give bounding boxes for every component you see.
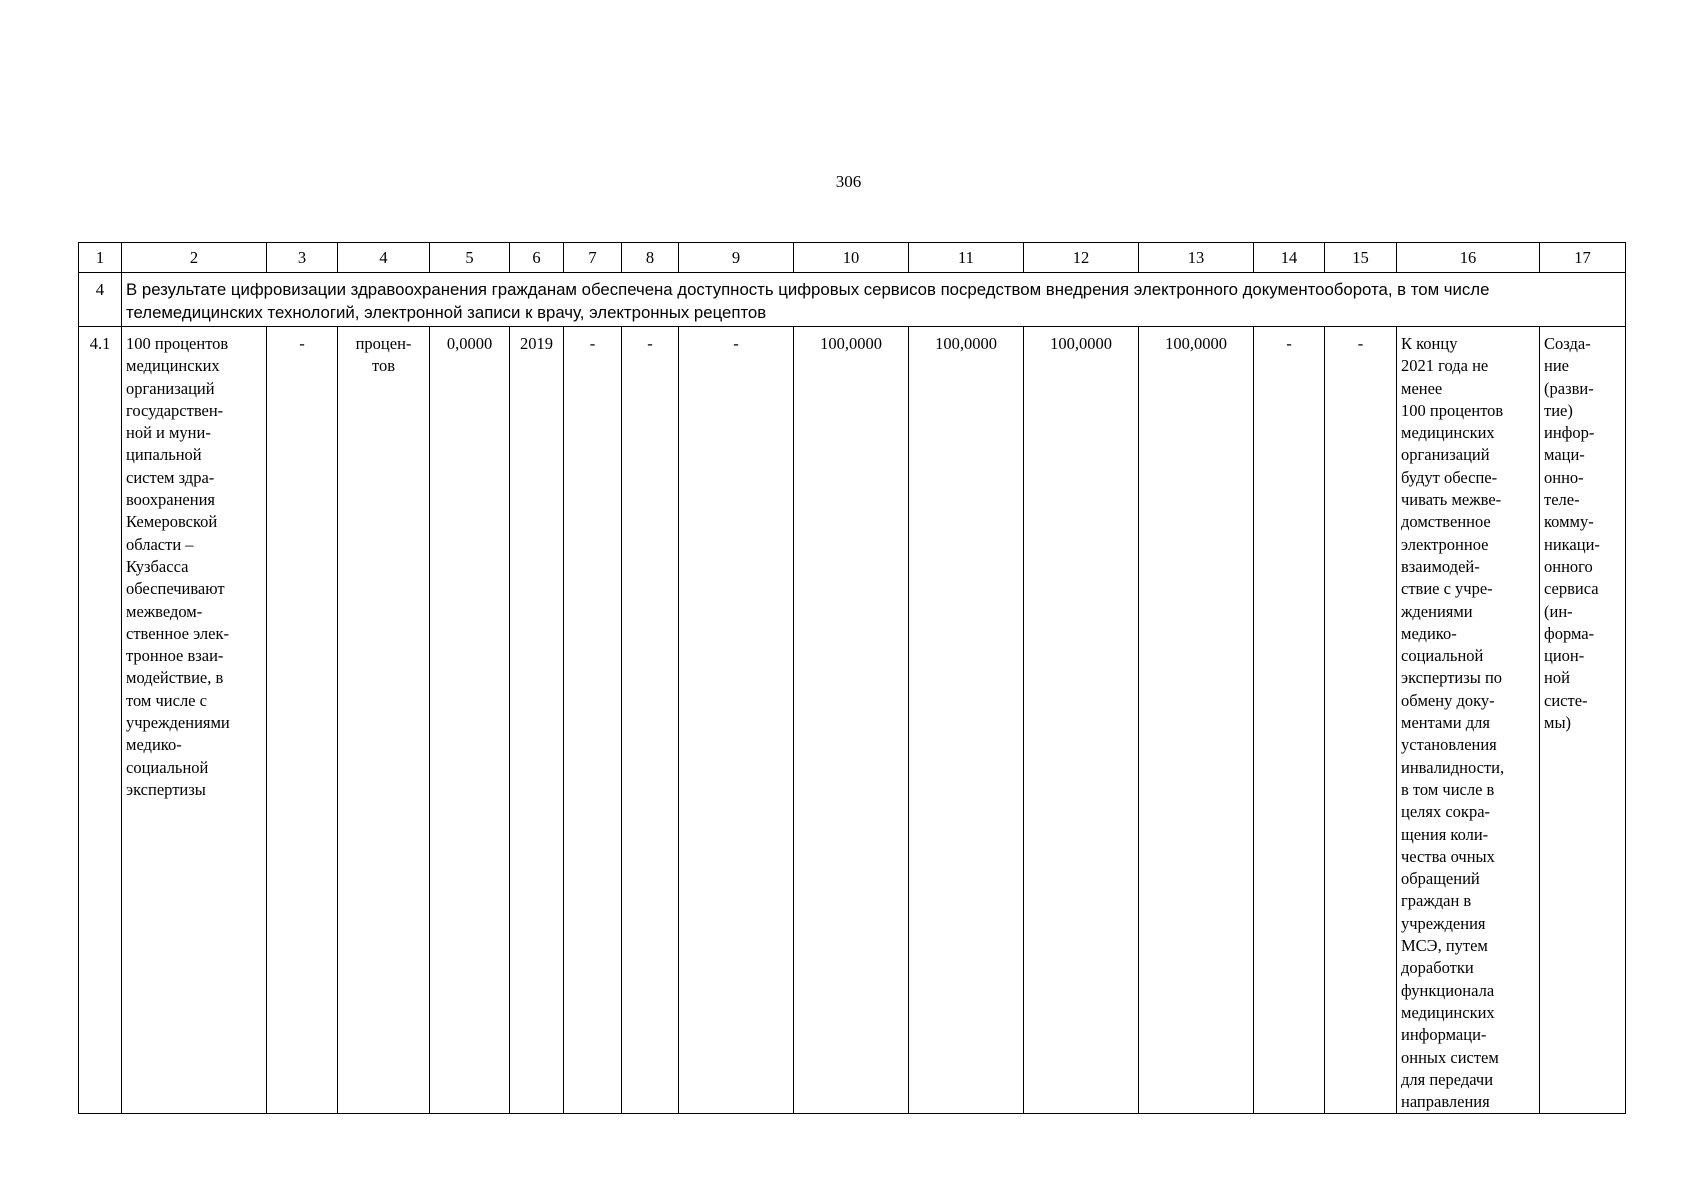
cell-col-7: - <box>564 327 622 1114</box>
column-number-row <box>79 243 1626 273</box>
column-number: 14 <box>1254 243 1325 273</box>
column-number: 3 <box>267 243 338 273</box>
section-row <box>79 273 1626 327</box>
value-col-10: 100,0000 <box>794 327 909 1114</box>
table-row <box>79 327 1626 1114</box>
value-col-11: 100,0000 <box>909 327 1024 1114</box>
column-number: 6 <box>510 243 564 273</box>
information-system: Созда- ние (разви- тие) инфор- маци- онно- теле- комму- никаци- онного сервиса (ин- форма- цион- ной систе- мы) <box>1540 327 1626 1114</box>
value-col-12: 100,0000 <box>1024 327 1139 1114</box>
base-value: 0,0000 <box>430 327 510 1114</box>
column-number: 7 <box>564 243 622 273</box>
document-table <box>78 242 1626 1114</box>
column-number: 16 <box>1397 243 1540 273</box>
page-number: 306 <box>835 172 862 191</box>
column-number: 9 <box>679 243 794 273</box>
cell-col-8: - <box>622 327 679 1114</box>
row-number: 4.1 <box>79 327 122 1114</box>
unit-of-measure: процен- тов <box>338 327 430 1114</box>
base-year: 2019 <box>510 327 564 1114</box>
result-description: К концу 2021 года не менее 100 процентов медицинских организаций будут обеспе- чивать межве- домственное электронное взаимодей- ствие с учре- ждениями медико- социальной экспертизы по обмену доку- ментами для установления инвалидности, в том числе в целях сокра- щения коли- чества очных обращений граждан в учреждения МСЭ, путем доработки функционала медицинских информаци- онных систем для передачи направления <box>1397 327 1540 1114</box>
column-number: 17 <box>1540 243 1626 273</box>
column-number: 1 <box>79 243 122 273</box>
cell-col-3: - <box>267 327 338 1114</box>
column-number: 13 <box>1139 243 1254 273</box>
cell-col-14: - <box>1254 327 1325 1114</box>
column-number: 10 <box>794 243 909 273</box>
cell-col-15: - <box>1325 327 1397 1114</box>
column-number: 4 <box>338 243 430 273</box>
section-description: В результате цифровизации здравоохранения гражданам обеспечена доступность цифровых сервисов посредством внедрения электронного документооборота, в том числе телемедицинских технологий, электронной записи к врачу, электронных рецептов <box>122 273 1626 327</box>
column-number: 11 <box>909 243 1024 273</box>
cell-col-9: - <box>679 327 794 1114</box>
column-number: 5 <box>430 243 510 273</box>
column-number: 8 <box>622 243 679 273</box>
value-col-13: 100,0000 <box>1139 327 1254 1114</box>
indicator-name: 100 процентов медицинских организаций государствен- ной и муни- ципальной систем здра- воохранения Кемеровской области – Кузбасса обеспечивают межведом- ственное элек- тронное взаи- модействие, в том числе с учреждениями медико- социальной экспертизы <box>122 327 267 1114</box>
column-number: 2 <box>122 243 267 273</box>
column-number: 15 <box>1325 243 1397 273</box>
section-number: 4 <box>79 273 122 327</box>
column-number: 12 <box>1024 243 1139 273</box>
